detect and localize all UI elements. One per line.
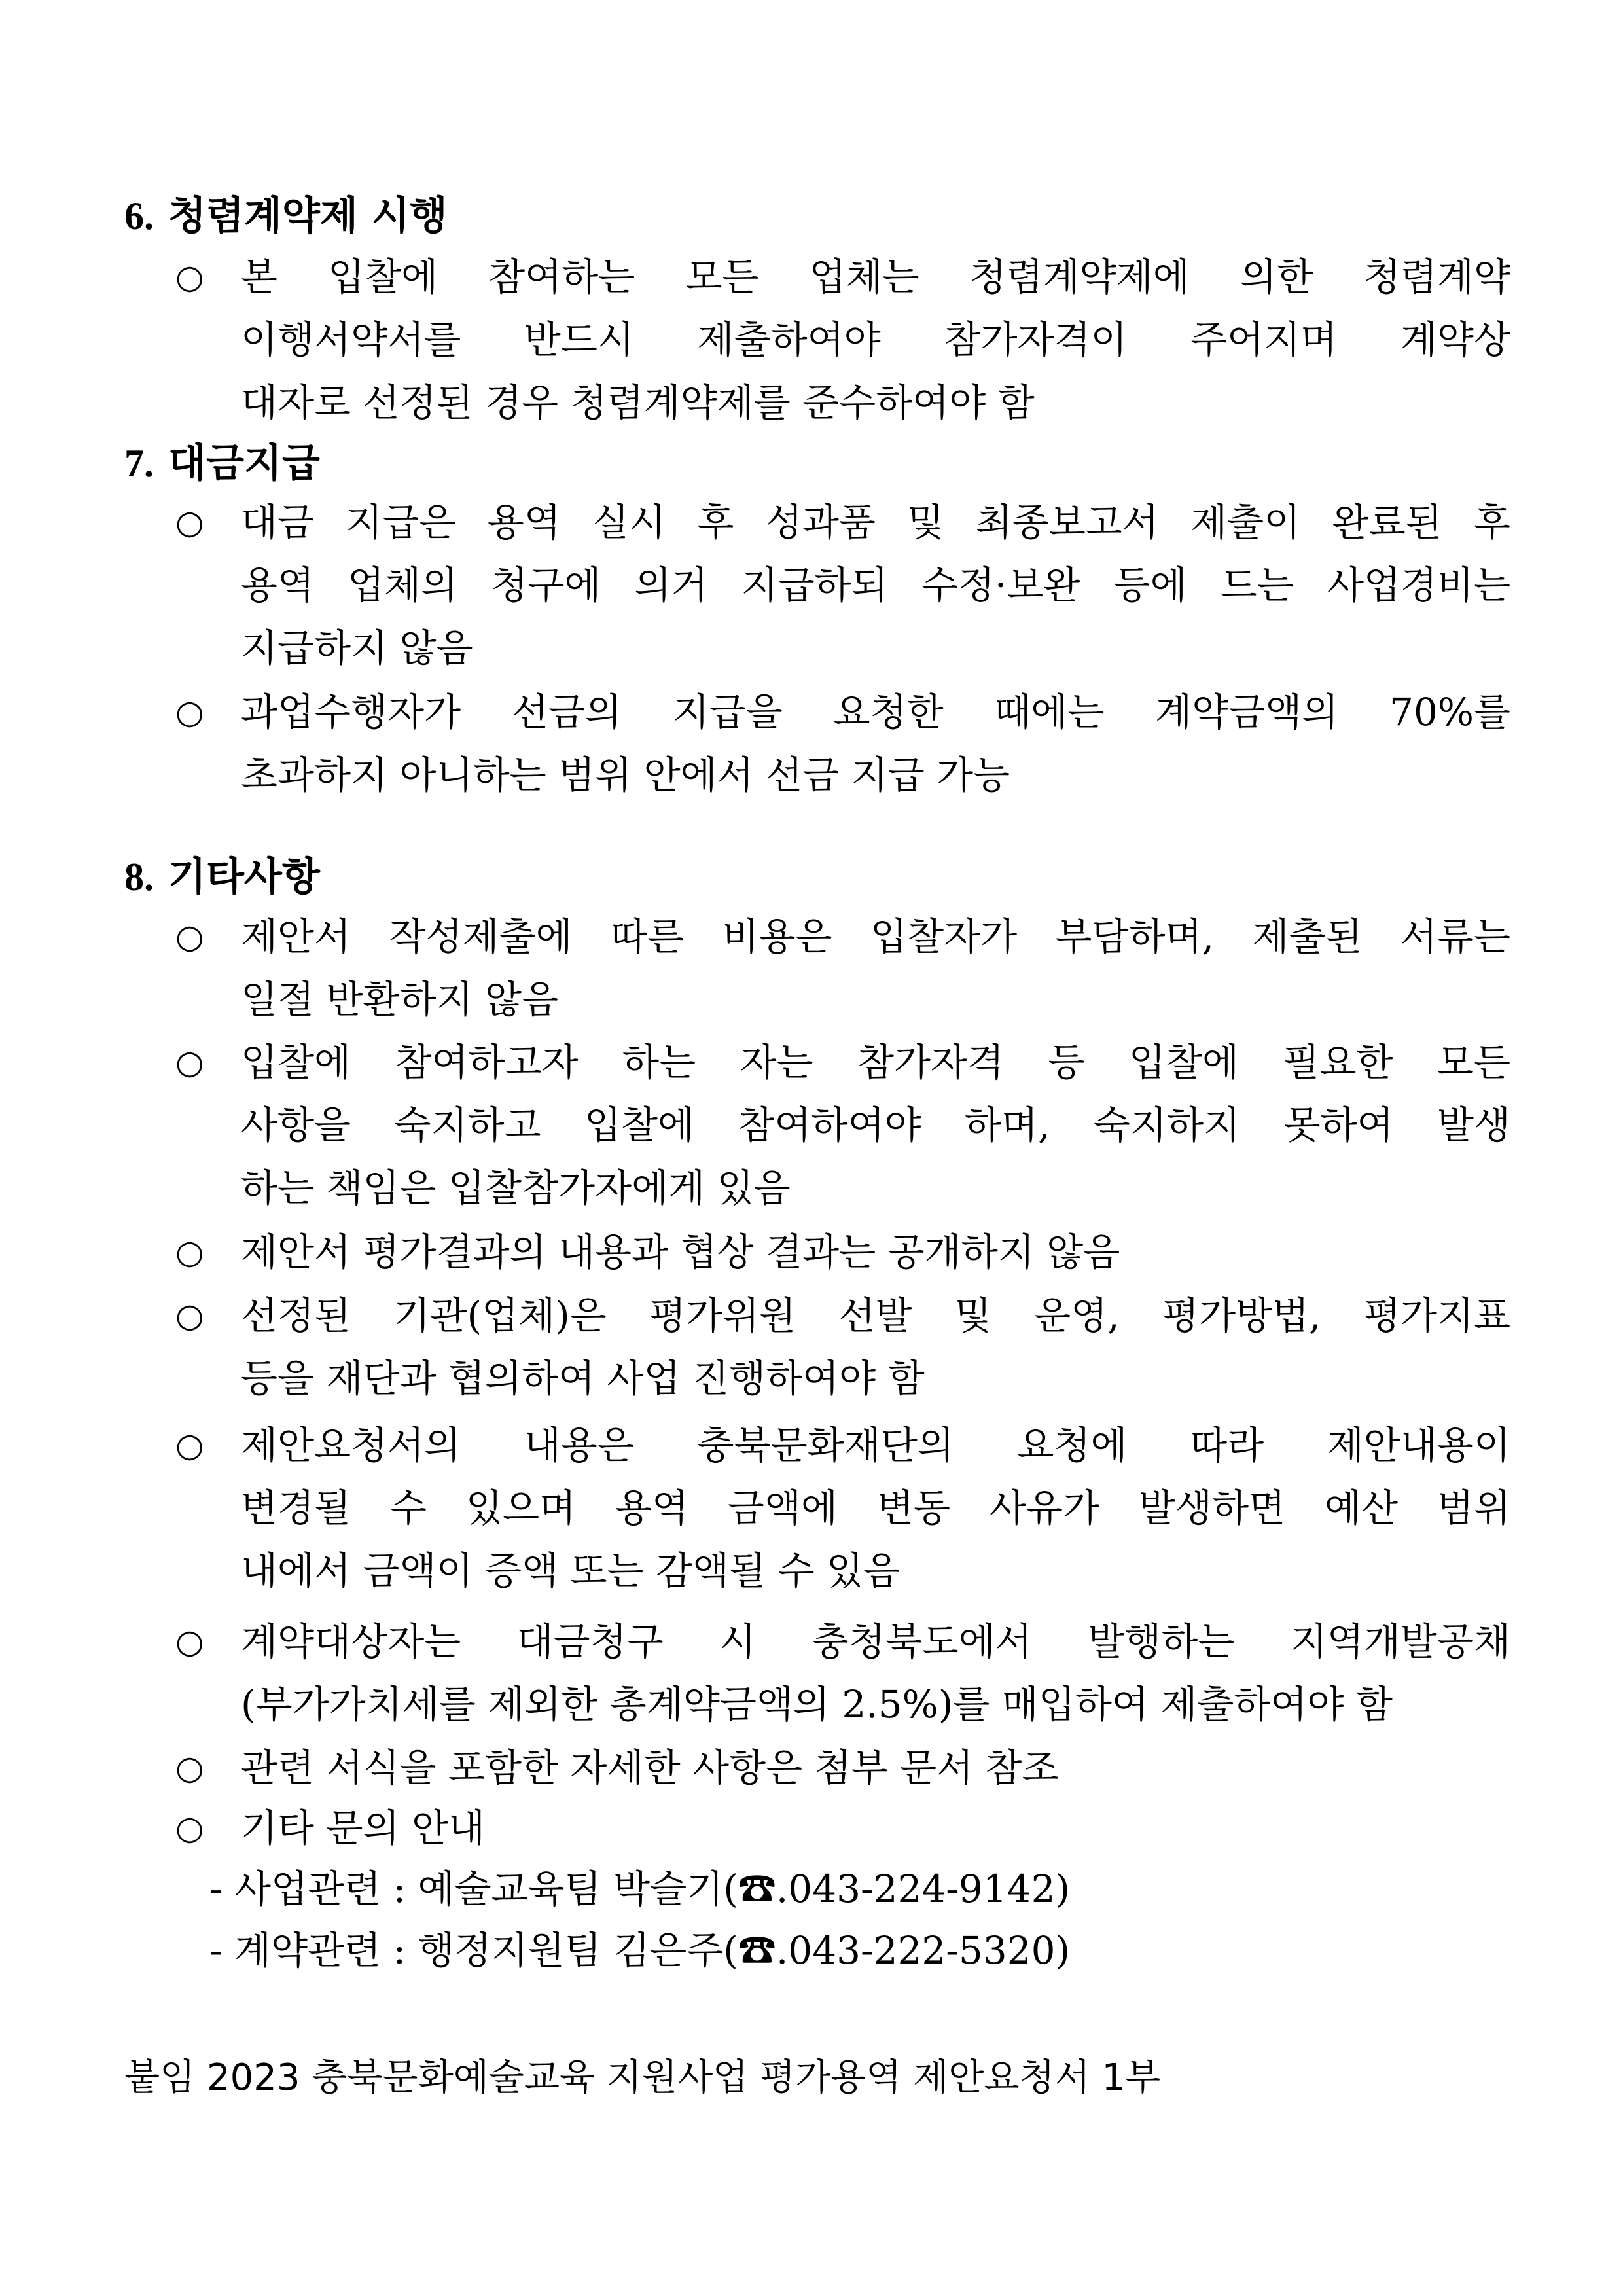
list-item	[175, 1736, 1510, 1799]
circle-bullet-icon: ○	[175, 693, 204, 731]
circle-bullet-icon: ○	[175, 1233, 204, 1271]
text-line: 제안요청서의 내용은 충북문화재단의 요청에 따라 제안내용이	[241, 1423, 1510, 1467]
circle-bullet-icon: ○	[175, 1749, 204, 1787]
list-item	[175, 905, 1510, 1031]
list-item	[175, 491, 1510, 679]
text-line: 변경될 수 있으며 용역 금액에 변동 사유가 발생하면 예산 범위	[241, 1486, 1510, 1530]
list-item	[175, 1031, 1510, 1219]
text-line: 대자로 선정된 경우 청렴계약제를 준수하여야 함	[241, 380, 1035, 425]
circle-bullet-icon: ○	[175, 1043, 204, 1081]
text-line: 본 입찰에 참여하는 모든 업체는 청렴계약제에 의한 청렴계약	[241, 255, 1510, 299]
attachment-note: 붙임 2023 충북문화예술교육 지원사업 평가용역 제안요청서 1부	[124, 2056, 1161, 2099]
circle-bullet-icon: ○	[175, 1297, 204, 1335]
circle-bullet-icon: ○	[175, 258, 204, 296]
text-line: 이행서약서를 반드시 제출하여야 참가자격이 주어지며 계약상	[241, 317, 1510, 362]
text-line: 용역 업체의 청구에 의거 지급하되 수정·보완 등에 드는 사업경비는	[241, 563, 1510, 607]
text-line: 사항을 숙지하고 입찰에 참여하여야 하며, 숙지하지 못하여 발생	[241, 1103, 1510, 1147]
circle-bullet-icon: ○	[175, 1426, 204, 1464]
text-line: 등을 재단과 협의하여 사업 진행하여야 함	[241, 1356, 925, 1401]
section-8-heading	[124, 851, 320, 903]
section-6-heading	[124, 190, 448, 242]
text-line: 제안서 작성제출에 따른 비용은 입찰자가 부담하며, 제출된 서류는	[241, 914, 1510, 959]
text-line: (부가가치세를 제외한 총계약금액의 2.5%)를 매입하여 제출하여야 함	[241, 1682, 1393, 1727]
list-item	[175, 1797, 1510, 1859]
circle-bullet-icon: ○	[175, 1623, 204, 1660]
text-line: 내에서 금액이 증액 또는 감액될 수 있음	[241, 1549, 901, 1593]
list-item	[175, 681, 1510, 806]
contact-contract: - 계약관련 : 행정지원팀 김은주(☎.043-222-5320)	[209, 1928, 1071, 1973]
list-item	[175, 1610, 1510, 1736]
text-line: 선정된 기관(업체)은 평가위원 선발 및 운영, 평가방법, 평가지표	[241, 1293, 1510, 1338]
text-line: 초과하지 아니하는 범위 안에서 선금 지급 가능	[241, 753, 1010, 797]
text-line: 입찰에 참여하고자 하는 자는 참가자격 등 입찰에 필요한 모든	[241, 1040, 1510, 1085]
section-title: 청렴계약제 시행	[168, 193, 448, 239]
section-number: 6.	[124, 194, 154, 238]
text-line: 계약대상자는 대금청구 시 충청북도에서 발행하는 지역개발공채	[241, 1619, 1510, 1664]
text-line: 관련 서식을 포함한 자세한 사항은 첨부 문서 참조	[241, 1746, 1059, 1790]
text-line: 기타 문의 안내	[241, 1806, 486, 1850]
text-line: 일절 반환하지 않음	[241, 977, 559, 1022]
section-7-heading	[124, 437, 320, 490]
section-title: 대금지급	[168, 440, 320, 486]
text-line: 대금 지급은 용역 실시 후 성과품 및 최종보고서 제출이 완료된 후	[241, 500, 1510, 545]
circle-bullet-icon: ○	[175, 503, 204, 541]
section-number: 7.	[124, 442, 154, 485]
text-line: 하는 책임은 입찰참가자에게 있음	[241, 1166, 791, 1210]
circle-bullet-icon: ○	[175, 918, 204, 956]
circle-bullet-icon: ○	[175, 1809, 204, 1847]
section-number: 8.	[124, 855, 154, 899]
list-item	[175, 245, 1510, 434]
text-line: 제안서 평가결과의 내용과 협상 결과는 공개하지 않음	[241, 1230, 1120, 1274]
text-line: 과업수행자가 선금의 지급을 요청한 때에는 계약금액의 70%를	[241, 690, 1510, 734]
section-title: 기타사항	[168, 854, 320, 900]
list-item	[175, 1414, 1510, 1602]
contact-business: - 사업관련 : 예술교육팀 박슬기(☎.043-224-9142)	[209, 1867, 1071, 1911]
text-line: 지급하지 않음	[241, 626, 473, 670]
list-item	[175, 1221, 1510, 1283]
list-item	[175, 1284, 1510, 1410]
